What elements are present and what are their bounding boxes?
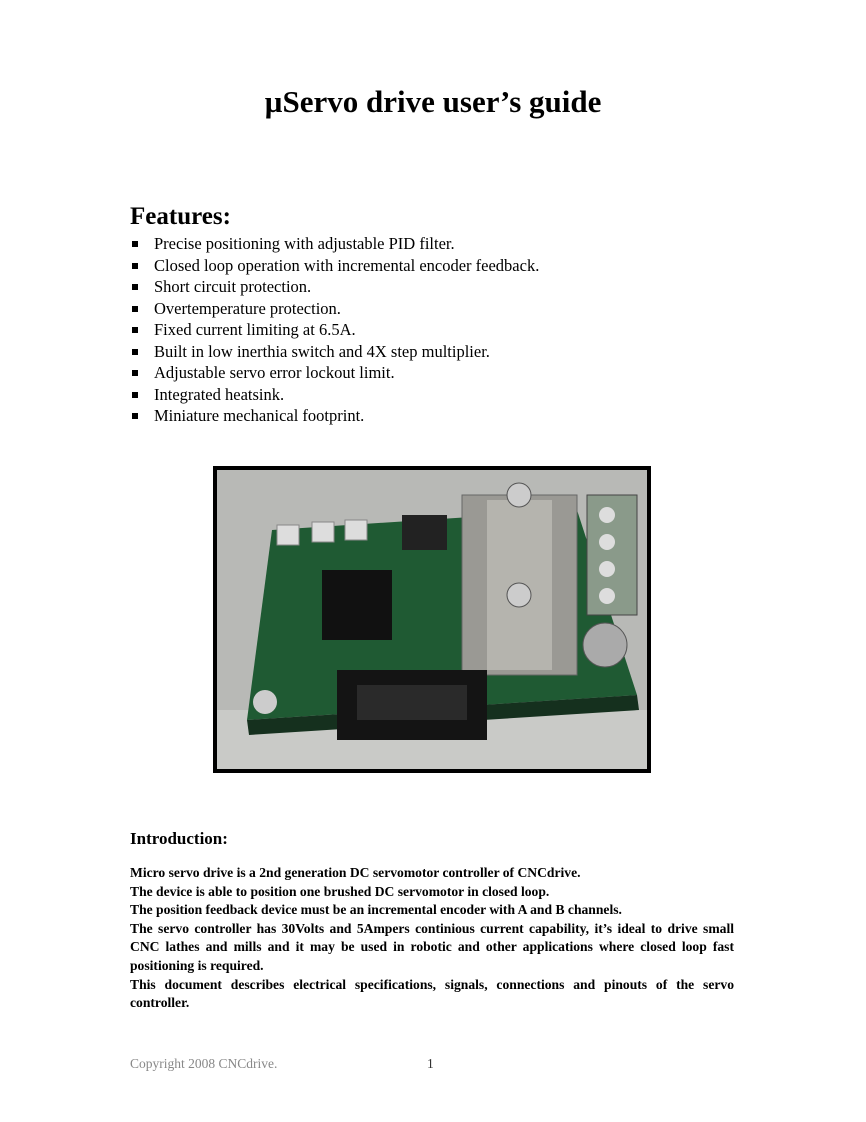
paragraph: The position feedback device must be an incremental encoder with A and B channels. <box>130 902 622 918</box>
list-item: Miniature mechanical footprint. <box>130 405 539 427</box>
bullet-icon <box>132 263 138 269</box>
list-item: Integrated heatsink. <box>130 384 539 406</box>
bullet-icon <box>132 327 138 333</box>
introduction-heading: Introduction: <box>130 829 228 848</box>
paragraph: This document describes electrical specifications, signals, connections and pinouts of the servo controller. <box>130 976 734 1011</box>
list-item: Short circuit protection. <box>130 276 539 298</box>
bullet-icon <box>132 392 138 398</box>
paragraph: The device is able to position one brushed DC servomotor in closed loop. <box>130 883 550 899</box>
page-number: 1 <box>427 1056 434 1071</box>
page-title: µServo drive user’s guide <box>264 84 602 119</box>
features-heading: Features: <box>130 203 231 230</box>
bullet-icon <box>132 306 138 312</box>
bullet-icon <box>132 370 138 376</box>
servo-drive-board-image <box>217 470 647 769</box>
bullet-icon <box>132 241 138 247</box>
introduction-text <box>130 864 734 1013</box>
product-photo <box>213 466 651 773</box>
list-item: Overtemperature protection. <box>130 298 539 320</box>
list-item: Closed loop operation with incremental encoder feedback. <box>130 255 539 277</box>
list-item: Precise positioning with adjustable PID filter. <box>130 233 539 255</box>
bullet-icon <box>132 349 138 355</box>
features-list <box>130 233 539 427</box>
list-item: Fixed current limiting at 6.5A. <box>130 319 539 341</box>
bullet-icon <box>132 413 138 419</box>
list-item: Built in low inerthia switch and 4X step multiplier. <box>130 341 539 363</box>
copyright-footer: Copyright 2008 CNCdrive. <box>130 1056 278 1071</box>
list-item: Adjustable servo error lockout limit. <box>130 362 539 384</box>
bullet-icon <box>132 284 138 290</box>
paragraph: Micro servo drive is a 2nd generation DC servomotor controller of CNCdrive. <box>130 865 581 880</box>
paragraph: The servo controller has 30Volts and 5Ampers continious current capability, it’s ideal to drive small CNC lathes and mills and it may be used in robotic and other applications where closed loop fast positioning is required. <box>130 920 734 973</box>
